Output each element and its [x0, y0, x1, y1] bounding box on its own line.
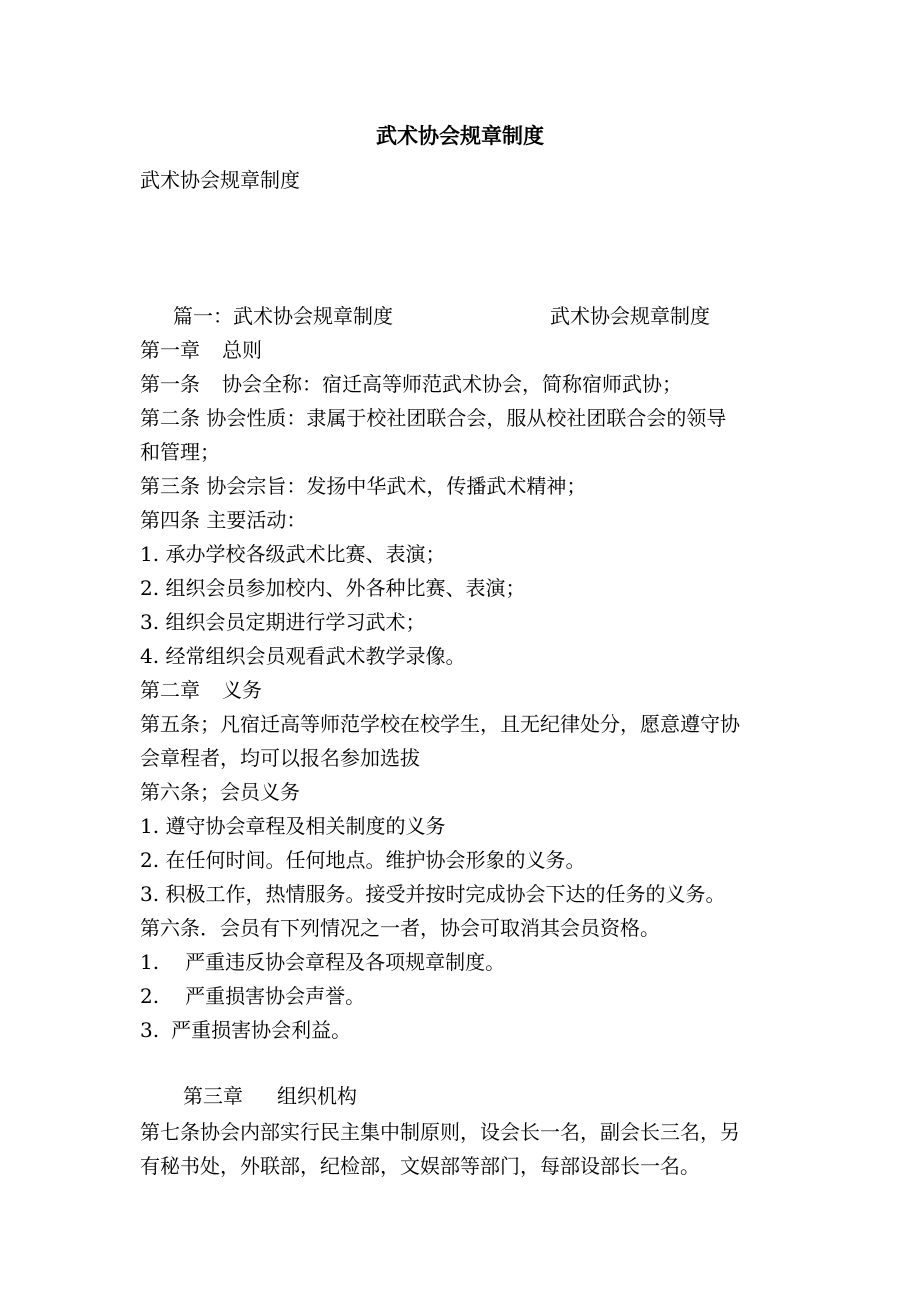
article-6a: 第六条；会员义务	[140, 780, 300, 804]
article-2-line-2: 和管理；	[140, 440, 220, 464]
article-1-label: 第一条	[140, 372, 200, 396]
article-7-line-2: 有秘书处，外联部，纪检部，文娱部等部门，每部设部长一名。	[140, 1154, 700, 1178]
article-4: 第四条 主要活动：	[140, 508, 307, 532]
disqualification-item	[140, 1016, 351, 1044]
disqualification-text: 严重损害协会声誉。	[185, 984, 366, 1008]
chapter-3-heading	[183, 1082, 357, 1110]
disqualification-number: 1.	[140, 950, 160, 974]
article-5-line-1: 第五条；凡宿迁高等师范学校在校学生，且无纪律处分，愿意遵守协	[140, 712, 740, 736]
disqualification-item	[140, 948, 505, 976]
article-5-line-2: 会章程者，均可以报名参加选拔	[140, 746, 420, 770]
article-6b: 第六条．会员有下列情况之一者，协会可取消其会员资格。	[140, 916, 660, 940]
activity-item: 1. 承办学校各级武术比赛、表演；	[140, 542, 446, 566]
document-title: 武术协会规章制度	[376, 123, 544, 148]
section-heading-left: 篇一：武术协会规章制度	[173, 304, 393, 328]
chapter-1-name: 总则	[222, 338, 262, 362]
chapter-2-label: 第二章	[140, 678, 200, 702]
activity-item: 3. 组织会员定期进行学习武术；	[140, 610, 426, 634]
disqualification-item	[140, 982, 365, 1010]
article-3: 第三条 协会宗旨：发扬中华武术，传播武术精神；	[140, 474, 587, 498]
chapter-1-heading	[140, 336, 262, 364]
activity-item: 2. 组织会员参加校内、外各种比赛、表演；	[140, 576, 526, 600]
document-subtitle: 武术协会规章制度	[140, 168, 300, 192]
duty-item: 2. 在任何时间。任何地点。维护协会形象的义务。	[140, 848, 586, 872]
disqualification-number: 3.	[140, 1018, 160, 1042]
chapter-1-label: 第一章	[140, 338, 200, 362]
disqualification-text: 严重损害协会利益。	[171, 1018, 352, 1042]
article-2-line-1: 第二条 协会性质：隶属于校社团联合会，服从校社团联合会的领导	[140, 406, 727, 430]
article-1	[140, 370, 682, 398]
duty-item: 3. 积极工作，热情服务。接受并按时完成协会下达的任务的义务。	[140, 882, 726, 906]
disqualification-number: 2.	[140, 984, 160, 1008]
chapter-3-name: 组织机构	[277, 1084, 357, 1108]
duty-item: 1. 遵守协会章程及相关制度的义务	[140, 814, 446, 838]
chapter-2-name: 义务	[222, 678, 262, 702]
chapter-3-label: 第三章	[183, 1084, 243, 1108]
section-heading-right: 武术协会规章制度	[550, 304, 710, 328]
activity-item: 4. 经常组织会员观看武术教学录像。	[140, 644, 466, 668]
disqualification-text: 严重违反协会章程及各项规章制度。	[185, 950, 506, 974]
article-7-line-1: 第七条协会内部实行民主集中制原则，设会长一名，副会长三名，另	[140, 1120, 740, 1144]
article-1-text: 协会全称：宿迁高等师范武术协会，简称宿师武协；	[222, 372, 682, 396]
chapter-2-heading	[140, 676, 262, 704]
